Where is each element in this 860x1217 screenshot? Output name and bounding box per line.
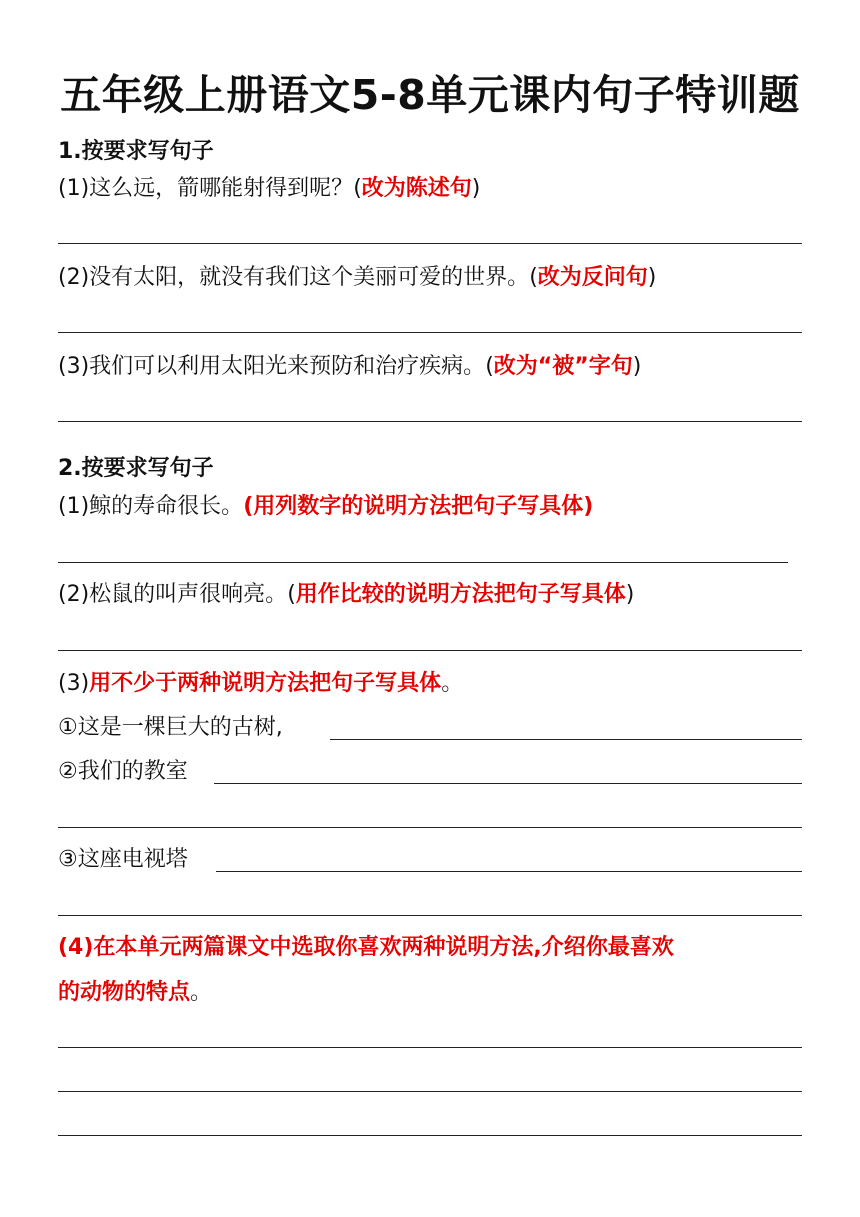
s1-q3-instruction: 改为“被”字句 — [493, 354, 633, 379]
s2-q1-answer-line[interactable] — [58, 562, 788, 563]
s2-q2-answer-line[interactable] — [58, 650, 802, 651]
page-title: 五年级上册语文5-8单元课内句子特训题 — [60, 71, 800, 119]
s1-q1-number: (1) — [58, 176, 90, 201]
s2-q4-number: (4) — [58, 935, 94, 960]
s1-q3-text: 我们可以利用太阳光来预防和治疗疾病。 — [89, 354, 486, 379]
s2-q3-sub3-answer-line-2[interactable] — [58, 915, 802, 916]
s2-q3-number: (3) — [58, 671, 90, 696]
s1-q2-number: (2) — [58, 265, 90, 290]
s1-q1-text: 这么远，箭哪能射得到呢？ — [89, 176, 354, 201]
s1-q3-open: ( — [485, 354, 494, 379]
s1-q2-answer-line[interactable] — [58, 332, 802, 333]
s2-q1-instruction: (用列数字的说明方法把句子写具体) — [243, 494, 594, 519]
s2-q3-sub2-answer-line-2[interactable] — [58, 827, 802, 828]
s1-q3-number: (3) — [58, 354, 90, 379]
s2-q2-number: (2) — [58, 582, 90, 607]
s1-q2-close: ) — [647, 265, 657, 290]
s2-q4-answer-line-3[interactable] — [58, 1135, 802, 1136]
s2-q3-sub2-label: ②我们的教室 — [58, 759, 188, 784]
s2-q1-text: 鲸的寿命很长。 — [89, 494, 244, 519]
section1-heading: 1.按要求写句子 — [58, 139, 214, 164]
s2-question-4-line1 — [58, 933, 674, 963]
s1-q1-open: ( — [353, 176, 362, 201]
s2-question-2 — [58, 580, 634, 610]
s1-q3-answer-line[interactable] — [58, 421, 802, 422]
s2-question-3 — [58, 669, 463, 699]
s2-q4-end: 。 — [190, 980, 213, 1005]
s2-q4-instruction-1: 在本单元两篇课文中选取你喜欢两种说明方法,介绍你最喜欢 — [93, 935, 674, 960]
s2-q3-sub1-answer-line[interactable] — [330, 739, 802, 740]
s1-q1-answer-line[interactable] — [58, 243, 802, 244]
s2-question-4-line2 — [58, 978, 212, 1008]
s1-q2-text: 没有太阳，就没有我们这个美丽可爱的世界。 — [89, 265, 530, 290]
s2-q4-answer-line-1[interactable] — [58, 1047, 802, 1048]
s1-q1-close: ) — [471, 176, 481, 201]
section2-heading: 2.按要求写句子 — [58, 456, 214, 481]
s2-q2-close: ) — [625, 582, 635, 607]
s2-q4-answer-line-2[interactable] — [58, 1091, 802, 1092]
s2-q3-sub1-label: ①这是一棵巨大的古树, — [58, 715, 283, 740]
s1-q2-open: ( — [529, 265, 538, 290]
s2-q3-instruction: 用不少于两种说明方法把句子写具体 — [89, 671, 442, 696]
s2-q4-instruction-2: 的动物的特点 — [58, 980, 191, 1005]
s2-q3-sub3-label: ③这座电视塔 — [58, 847, 188, 872]
s2-q3-sub2-answer-line[interactable] — [214, 783, 802, 784]
s1-question-1 — [58, 174, 480, 204]
s1-q3-close: ) — [632, 354, 642, 379]
s1-q2-instruction: 改为反问句 — [537, 265, 648, 290]
s2-q2-instruction: 用作比较的说明方法把句子写具体 — [295, 582, 626, 607]
s2-q3-end: 。 — [441, 671, 464, 696]
s1-question-3 — [58, 352, 641, 382]
s2-q2-text: 松鼠的叫声很响亮。 — [89, 582, 288, 607]
s2-q2-open: ( — [287, 582, 296, 607]
s2-question-1 — [58, 492, 593, 522]
s1-question-2 — [58, 263, 656, 293]
s1-q1-instruction: 改为陈述句 — [361, 176, 472, 201]
s2-q1-number: (1) — [58, 494, 90, 519]
s2-q3-sub3-answer-line[interactable] — [216, 871, 802, 872]
